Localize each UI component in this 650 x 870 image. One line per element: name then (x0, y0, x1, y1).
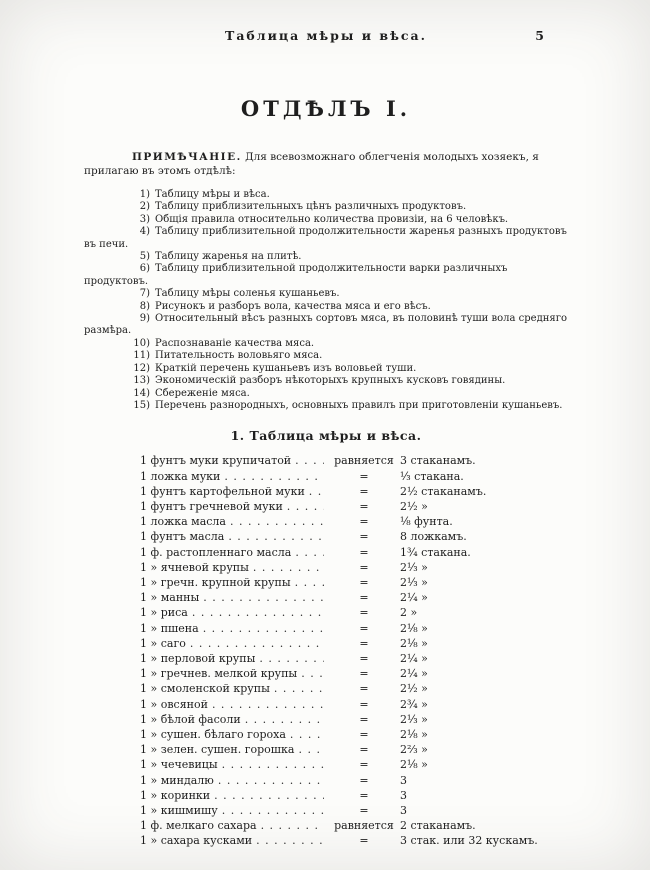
table-row (140, 605, 568, 620)
list-item (84, 400, 568, 412)
measure-item: 1 » манны (140, 591, 200, 605)
list-item (84, 214, 568, 226)
measure-value: 3 (400, 788, 407, 802)
measure-value: 2¾ » (400, 697, 428, 711)
table-row (140, 681, 568, 696)
note-text: Для всевозможнаго облегченія молодыхъ хозяекъ, я прилагаю въ этомъ отдѣлѣ: (84, 151, 539, 177)
measure-item: 1 » зелен. сушен. горошка (140, 743, 295, 757)
dot-leader (203, 621, 324, 636)
item-text: Таблицу приблизительной продолжительности жаренья разныхъ продуктовъ въ печи. (84, 226, 567, 250)
measure-value: 2½ » (400, 682, 428, 696)
dot-leader (230, 514, 324, 529)
measure-value: 2½ стаканамъ. (400, 484, 487, 498)
equals-sign: = (359, 834, 369, 848)
dot-leader (259, 651, 324, 666)
measure-item: 1 » смоленской крупы (140, 682, 270, 696)
list-item (84, 375, 568, 387)
item-number: 10) (133, 337, 150, 349)
equals-sign: = (359, 788, 369, 802)
dot-leader (218, 773, 324, 788)
list-item (84, 251, 568, 263)
item-text: Относительный вѣсъ разныхъ сортовъ мяса, въ половинѣ туши вола средняго размѣра. (84, 313, 567, 337)
table-row (140, 742, 568, 757)
measure-value: 2¼ » (400, 591, 428, 605)
dot-leader (301, 666, 324, 681)
item-text: Экономическій разборъ нѣкоторыхъ крупныхъ кусковъ говядины. (155, 375, 506, 387)
measure-item: 1 ф. мелкаго сахара (140, 819, 257, 833)
measure-item: 1 фунтъ муки крупичатой (140, 454, 292, 468)
dot-leader (290, 727, 324, 742)
dot-leader (295, 453, 324, 468)
table-row (140, 788, 568, 803)
measure-item: 1 » пшена (140, 621, 199, 635)
equals-sign: = (359, 743, 369, 757)
list-item (84, 350, 568, 362)
equals-sign: = (359, 591, 369, 605)
measure-value: 2⅓ » (400, 575, 428, 589)
table-row (140, 697, 568, 712)
table-row (140, 590, 568, 605)
equals-sign: = (359, 499, 369, 513)
measure-item: 1 ложка муки (140, 469, 221, 483)
measure-value: ⅛ фунта. (400, 515, 453, 529)
measure-item: 1 фунтъ масла (140, 530, 225, 544)
equals-sign: = (359, 803, 369, 817)
item-text: Таблицу мѣры соленья кушаньевъ. (155, 288, 340, 300)
table-row (140, 651, 568, 666)
item-number: 14) (133, 387, 150, 399)
list-item (84, 201, 568, 213)
item-text: Сбереженіе мяса. (155, 387, 250, 399)
equals-sign: = (359, 651, 369, 665)
table-row (140, 575, 568, 590)
measure-item: 1 » риса (140, 606, 188, 620)
measure-item: 1 фунтъ картофельной муки (140, 484, 305, 498)
dot-leader (298, 742, 324, 757)
table-row (140, 529, 568, 544)
dot-leader (190, 636, 324, 651)
measure-value: 2¼ » (400, 667, 428, 681)
measure-item: 1 » ячневой крупы (140, 560, 249, 574)
equals-sign: = (359, 469, 369, 483)
item-number: 3) (139, 213, 150, 225)
dot-leader (295, 545, 324, 560)
measure-item: 1 » саго (140, 636, 186, 650)
equals-sign: = (359, 682, 369, 696)
measure-value: 3 (400, 773, 407, 787)
section-title: ОТДѢЛЪ I. (240, 96, 412, 121)
table-row (140, 514, 568, 529)
measure-value: 3 стак. или 32 кускамъ. (400, 834, 538, 848)
dot-leader (203, 590, 324, 605)
measure-value: 2⅛ » (400, 758, 428, 772)
dot-leader (245, 712, 324, 727)
equals-sign: = (359, 484, 369, 498)
equals-sign: = (359, 575, 369, 589)
item-number: 8) (139, 300, 150, 312)
list-item (84, 263, 568, 288)
measure-value: 2⅛ » (400, 621, 428, 635)
item-number: 4) (139, 226, 150, 238)
equals-sign: = (359, 636, 369, 650)
equals-sign: = (359, 712, 369, 726)
equals-sign: = (359, 773, 369, 787)
list-item (84, 388, 568, 400)
item-text: Таблицу приблизительной продолжительности варки различныхъ продуктовъ. (84, 263, 508, 287)
list-item (84, 363, 568, 375)
item-text: Таблицу жаренья на плитѣ. (155, 251, 302, 263)
dot-leader (295, 575, 324, 590)
equals-sign: = (359, 667, 369, 681)
dot-leader (274, 681, 324, 696)
dot-leader (261, 818, 324, 833)
measure-value: 2¼ » (400, 651, 428, 665)
table-row (140, 545, 568, 560)
list-item (84, 226, 568, 251)
table-row (140, 727, 568, 742)
item-text: Краткій перечень кушаньевъ изъ воловьей туши. (155, 362, 417, 374)
equals-sign: = (359, 697, 369, 711)
measure-value: 3 (400, 803, 407, 817)
dot-leader (287, 499, 324, 514)
page-number: 5 (535, 28, 544, 43)
item-number: 13) (133, 375, 150, 387)
measure-item: 1 » коринки (140, 788, 211, 802)
equals-sign: = (359, 530, 369, 544)
equals-sign: = (359, 515, 369, 529)
measure-item: 1 фунтъ гречневой муки (140, 499, 283, 513)
table-row (140, 818, 568, 833)
item-number: 5) (139, 251, 150, 263)
equals-sign: = (359, 545, 369, 559)
measure-item: 1 » перловой крупы (140, 651, 256, 665)
table-row (140, 499, 568, 514)
equals-sign: = (359, 758, 369, 772)
dot-leader (214, 788, 324, 803)
item-text: Перечень разнородныхъ, основныхъ правилъ при приготовленіи кушаньевъ. (155, 399, 563, 411)
table-row (140, 833, 568, 848)
dot-leader (212, 697, 324, 712)
running-header (84, 28, 568, 44)
table-row (140, 636, 568, 651)
table-row (140, 469, 568, 484)
item-number: 15) (133, 399, 150, 411)
measure-value: 2 » (400, 606, 418, 620)
equals-sign: = (359, 727, 369, 741)
table-row (140, 712, 568, 727)
table-row (140, 621, 568, 636)
equals-sign: равняется (334, 454, 394, 468)
table-row (140, 560, 568, 575)
measure-item: 1 » сушен. бѣлаго гороха (140, 727, 286, 741)
measure-value: 3 стаканамъ. (400, 454, 476, 468)
measure-value: 2 стаканамъ. (400, 819, 476, 833)
running-header-title: Таблица мѣры и вѣса. (225, 28, 427, 43)
table-row (140, 773, 568, 788)
measure-item: 1 » овсяной (140, 697, 208, 711)
list-item (84, 313, 568, 338)
measure-value: ⅓ стакана. (400, 469, 464, 483)
item-text: Таблицу мѣры и вѣса. (155, 189, 270, 200)
measure-table (140, 453, 568, 848)
item-number: 9) (139, 313, 150, 325)
dot-leader (228, 529, 324, 544)
table-row (140, 666, 568, 681)
measure-value: 8 ложкамъ. (400, 530, 467, 544)
dot-leader (224, 469, 324, 484)
equals-sign: = (359, 606, 369, 620)
note-label: ПРИМѢЧАНІЕ. (132, 151, 242, 163)
measure-value: 2⅛ » (400, 727, 428, 741)
measure-item: 1 » чечевицы (140, 758, 218, 772)
dot-leader (222, 803, 324, 818)
table-heading: 1. Таблица мѣры и вѣса. (230, 428, 422, 444)
contents-list (84, 189, 568, 412)
measure-item: 1 » кишмишу (140, 803, 218, 817)
measure-value: 2⅓ » (400, 712, 428, 726)
measure-item: 1 ф. растопленнаго масла (140, 545, 292, 559)
item-text: Питательность воловьяго мяса. (155, 350, 323, 362)
dot-leader (253, 560, 324, 575)
item-number: 2) (139, 201, 150, 213)
note-paragraph (84, 151, 568, 178)
measure-item: 1 » бѣлой фасоли (140, 712, 241, 726)
measure-item: 1 » гречн. крупной крупы (140, 575, 291, 589)
item-number: 1) (139, 189, 150, 200)
table-row (140, 453, 568, 468)
measure-value: 2⅓ » (400, 560, 428, 574)
measure-item: 1 » сахара кусками (140, 834, 253, 848)
item-number: 7) (139, 288, 150, 300)
item-text: Распознаваніе качества мяса. (155, 337, 315, 349)
equals-sign: равняется (334, 819, 394, 833)
item-text: Общія правила относительно количества провизіи, на 6 человѣкъ. (155, 213, 509, 225)
measure-item: 1 » миндалю (140, 773, 214, 787)
dot-leader (309, 484, 324, 499)
measure-value: 2½ » (400, 499, 428, 513)
table-row (140, 484, 568, 499)
table-row (140, 803, 568, 818)
item-number: 12) (133, 362, 150, 374)
item-text: Рисунокъ и разборъ вола, качества мяса и его вѣсъ. (155, 300, 431, 312)
dot-leader (222, 757, 324, 772)
list-item (84, 288, 568, 300)
item-text: Таблицу приблизительныхъ цѣнъ различныхъ продуктовъ. (155, 201, 467, 213)
measure-value: 2⅛ » (400, 636, 428, 650)
measure-value: 2⅔ » (400, 743, 428, 757)
measure-value: 1¾ стакана. (400, 545, 471, 559)
measure-item: 1 ложка масла (140, 515, 226, 529)
item-number: 11) (133, 350, 150, 362)
table-row (140, 757, 568, 772)
list-item (84, 338, 568, 350)
list-item (84, 301, 568, 313)
dot-leader (192, 605, 324, 620)
list-item (84, 189, 568, 201)
equals-sign: = (359, 621, 369, 635)
equals-sign: = (359, 560, 369, 574)
item-number: 6) (139, 263, 150, 275)
measure-item: 1 » гречнев. мелкой крупы (140, 667, 298, 681)
dot-leader (256, 833, 324, 848)
